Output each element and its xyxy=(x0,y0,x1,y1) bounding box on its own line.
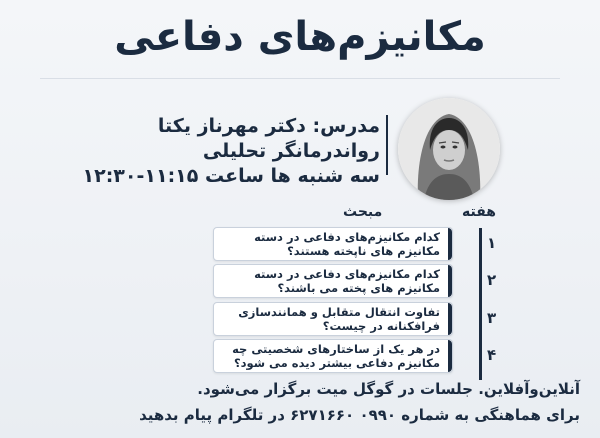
topic-text: کدام مکانیزم‌های دفاعی در دسته مکانیزم های ناپخته هستند؟ xyxy=(254,230,440,258)
footer-text: جلسات در گوگل میت برگزار می‌شود. xyxy=(197,380,479,398)
topic-card-3 xyxy=(213,302,453,336)
week-number-4: ۴ xyxy=(487,346,497,364)
topic-text: تفاوت انتقال متقابل و همانندسازی فرافکنانه در چیست؟ xyxy=(238,305,440,333)
week-number-2: ۲ xyxy=(487,271,497,289)
footer-line-1 xyxy=(20,380,580,398)
topic-text: در هر یک از ساختارهای شخصیتی چه مکانیزم دفاعی بیشتر دیده می شود؟ xyxy=(232,342,440,370)
topic-card-2 xyxy=(213,264,453,298)
teacher-divider xyxy=(386,115,388,175)
topic-accent xyxy=(448,303,452,335)
week-column-header: هفته xyxy=(462,204,496,220)
footer-highlight: آنلاین‌وآفلاین. xyxy=(478,380,580,398)
week-number-3: ۳ xyxy=(487,309,497,327)
teacher-info xyxy=(60,114,380,189)
topic-column-header: مبحث xyxy=(343,204,383,220)
topic-card-1 xyxy=(213,227,453,261)
teacher-name: مدرس: دکتر مهرناز یکتا xyxy=(157,115,380,137)
teacher-title: رواندرمانگر تحلیلی xyxy=(202,140,380,162)
topic-accent xyxy=(448,265,452,297)
topic-accent xyxy=(448,340,452,372)
divider xyxy=(40,78,560,79)
topic-card-4 xyxy=(213,339,453,373)
week-number-1: ۱ xyxy=(487,234,497,252)
footer-contact: برای هماهنگی به شماره ۰۹۹۰ ۶۲۷۱۶۶۰ در تلگرام پیام بدهید xyxy=(139,406,580,424)
week-bar xyxy=(479,228,482,380)
teacher-photo xyxy=(398,98,500,200)
page-title: مکانیزم‌های دفاعی xyxy=(114,14,486,60)
topic-accent xyxy=(448,228,452,260)
session-time: سه شنبه ها ساعت ۱۱:۱۵-۱۲:۳۰ xyxy=(82,165,380,187)
topic-text: کدام مکانیزم‌های دفاعی در دسته مکانیزم های پخته می باشند؟ xyxy=(254,267,440,295)
